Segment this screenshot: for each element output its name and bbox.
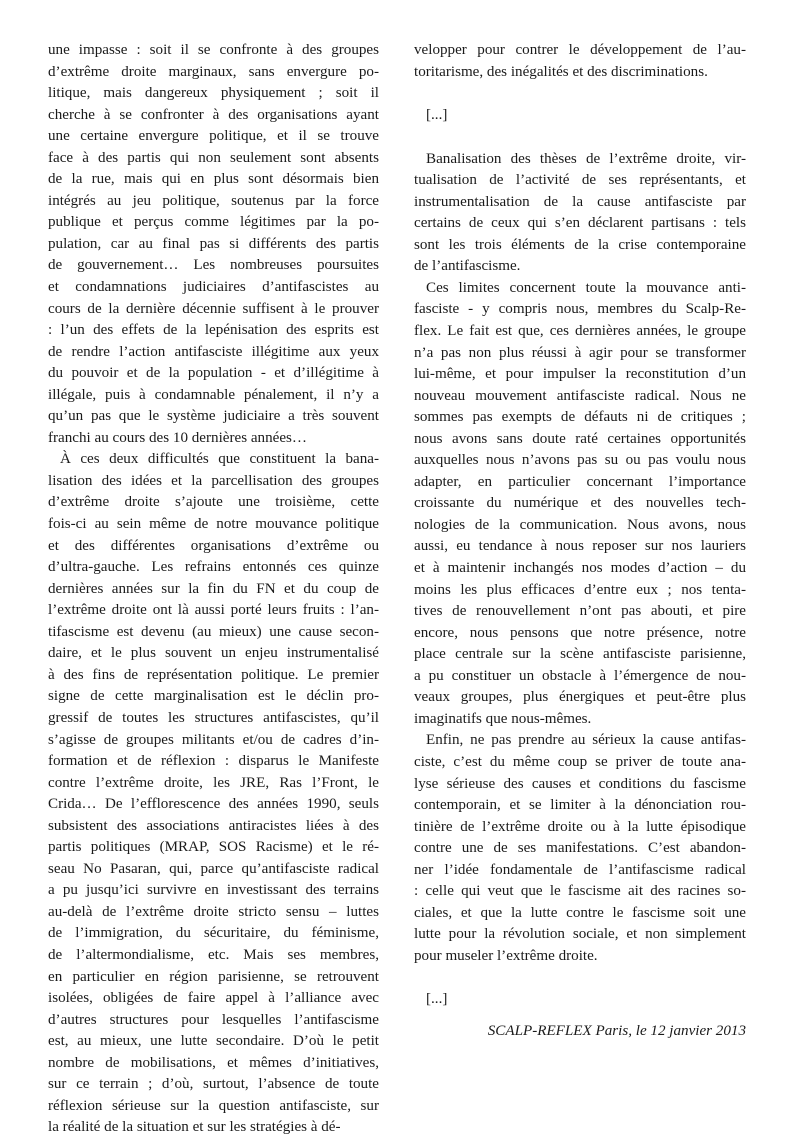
text-line: tives de renouvellement n’ont pas abouti, et pire	[414, 603, 746, 620]
text-line: d’autres structures pour lesquelles l’antifascisme	[48, 1011, 379, 1028]
text-line: l’extrême droite ont là aussi porté leurs fruits : l’an-	[48, 602, 379, 619]
text-line: subsistent des associations antiracistes liées à des	[48, 817, 379, 834]
text-line: veaux groupes, plus énergiques et peut-être plus	[414, 689, 746, 706]
text-line: auxquelles nous n’avons pas su ou pas voulu nous	[414, 452, 746, 469]
text-line: tifascisme est devenu (au mieux) une cause secon-	[48, 623, 379, 640]
text-line: illégale, puis à condamnable pénalement, il n’y a	[48, 386, 379, 403]
text-line: est, au mieux, une lutte secondaire. D’où le petit	[48, 1033, 379, 1050]
text-line: à des fins de représentation politique. Le premier	[48, 666, 379, 683]
text-line: au-delà de l’extrême droite stricto sensu – luttes	[48, 903, 379, 920]
text-line: lyse sérieuse des causes et conditions du fascisme	[414, 775, 746, 792]
text-line: contemporain, et se limiter à la dénonciation rou-	[414, 797, 746, 814]
text-line: réflexion sérieuse sur la question antifasciste, sur	[48, 1097, 379, 1114]
text-line: publique et perçus comme légitimes par la po-	[48, 214, 379, 231]
text-line: d’extrême droite marginaux, sans envergure po-	[48, 63, 379, 80]
text-line: pour museler l’extrême droite.	[414, 947, 598, 964]
text-line: face à des partis qui non seulement sont absents	[48, 149, 379, 166]
text-line: de gouvernement… Les nombreuses poursuites	[48, 257, 379, 274]
text-line: place centrale sur la scène antifasciste parisienne,	[414, 646, 746, 663]
text-line: tinière de l’extrême droite ou à la lutte épisodique	[414, 818, 746, 835]
text-line: aussi, eu tendance à nous reposer sur nos lauriers	[414, 538, 746, 555]
text-line: sur ce terrain ; d’où, surtout, l’absence de toute	[48, 1076, 379, 1093]
text-line: litique, mais dangereux physiquement ; soit il	[48, 85, 379, 102]
text-line: lutte pour la révolution sociale, et non simplement	[414, 926, 746, 943]
text-line: s’agisse de groupes militants et/ou de cadres d’in-	[48, 731, 379, 748]
paragraph-continuation	[414, 40, 746, 83]
text-line: fasciste - y compris nous, membres du Scalp-Re-	[414, 301, 746, 318]
text-line: n’a pas non plus réussi à agir pour se transformer	[414, 344, 746, 361]
text-line: d’ultra-gauche. Les refrains entonnés ces quinze	[48, 559, 379, 576]
text-line: ciales, et que la lutte contre le fascisme soit une	[414, 904, 746, 921]
text-line: signe de cette marginalisation est le déclin pro-	[48, 688, 379, 705]
ellipsis-bracket: [...]	[426, 107, 448, 124]
text-line: instrumentalisation de la cause antifasciste par	[414, 193, 746, 210]
text-line: cours de la dernière décennie suffisent à le prouver	[48, 300, 379, 317]
text-line: et à maintenir inchangés nos modes d’action – du	[414, 560, 746, 577]
text-line: et des différentes organisations d’extrême ou	[48, 537, 379, 554]
text-line: certains de ceux qui s’en déclarent partisans : tels	[414, 215, 746, 232]
text-line: sont les trois éléments de la crise contemporaine	[414, 236, 746, 253]
text-line: nombre de mobilisations, et mêmes d’initiatives,	[48, 1054, 379, 1071]
text-line: de l’altermondialisme, etc. Mais ses membres,	[48, 946, 379, 963]
text-line: flex. Le fait est que, ces dernières années, le groupe	[414, 323, 746, 340]
text-line: partis politiques (MRAP, SOS Racisme) et le ré-	[48, 839, 379, 856]
signature: SCALP-REFLEX Paris, le 12 janvier 2013	[487, 1022, 746, 1039]
text-line: la réalité de la situation et sur les stratégies à dé-	[48, 1119, 341, 1136]
text-line: du pouvoir et de la population - et d’illégitime à	[48, 365, 379, 382]
text-line: pulation, car au final pas si différents des partis	[48, 235, 379, 252]
text-line: franchi au cours des 10 dernières années…	[48, 429, 308, 446]
text-line: daire, et le plus souvent un enjeu instrumentalisé	[48, 645, 379, 662]
text-line: formation et de réflexion : disparus le Manifeste	[48, 753, 379, 770]
text-line: : l’un des effets de la lepénisation des esprits est	[48, 322, 379, 339]
text-line: de rendre l’action antifasciste illégitime aux yeux	[48, 343, 379, 360]
right-column	[414, 40, 746, 1043]
text-line: contre l’extrême droite, les JRE, Ras l’Front, le	[48, 774, 379, 791]
text-line: Crida… De l’efflorescence des années 1990, seuls	[48, 796, 379, 813]
text-line: dernières années sur la fin du FN et du coup de	[48, 580, 379, 597]
text-line: croissante du numérique et des nouvelles tech-	[414, 495, 746, 512]
text-line: Enfin, ne pas prendre au sérieux la cause antifas-	[426, 732, 746, 749]
text-line: isolées, obligées de faire appel à l’alliance avec	[48, 990, 379, 1007]
text-line: ner l’idée fondamentale de l’antifascisme radical	[414, 861, 746, 878]
paragraph-limits	[414, 278, 746, 730]
text-line: tualisation de l’activité de ses représentants, et	[414, 172, 746, 189]
text-line: cherche à se confronter à des organisations ayant	[48, 106, 379, 123]
text-line: de la rue, mais qui en plus sont désormais bien	[48, 171, 379, 188]
text-line: intégrés au jeu politique, soutenus par la force	[48, 192, 379, 209]
text-line: toritarisme, des inégalités et des discriminations.	[414, 63, 708, 80]
text-line: et condamnations judiciaires d’antifascistes au	[48, 279, 379, 296]
text-line: gressif de toutes les structures antifascistes, qu’il	[48, 709, 379, 726]
paragraph-conclusion	[414, 730, 746, 967]
text-line: velopper pour contrer le développement de l’au-	[414, 42, 746, 58]
text-line: d’extrême droite s’ajoute une troisième, cette	[48, 494, 379, 511]
left-column	[48, 40, 379, 1139]
text-line: une impasse : soit il se confronte à des groupes	[48, 42, 379, 58]
text-line: À ces deux difficultés que constituent la bana-	[60, 451, 379, 468]
text-line: seau No Pasaran, qui, parce qu’antifasciste radical	[48, 860, 379, 877]
text-line: nologies de la communication. Nous avons, nous	[414, 516, 746, 533]
text-line: Ces limites concernent toute la mouvance anti-	[426, 279, 746, 296]
text-line: de l’immigration, du sécuritaire, du féminisme,	[48, 925, 379, 942]
text-line: encore, nous pensons que notre présence, notre	[414, 624, 746, 641]
text-line: moins les plus efficaces d’entre eux ; nos tenta-	[414, 581, 746, 598]
text-line: de l’antifascisme.	[414, 258, 521, 275]
text-line: adapter, en particulier concernant l’importance	[414, 473, 746, 490]
text-line: Banalisation des thèses de l’extrême droite, vir-	[426, 150, 746, 167]
text-line: imaginatifs que nous-mêmes.	[414, 710, 592, 727]
text-line: nouveau mouvement antifasciste radical. Nous ne	[414, 387, 746, 404]
text-line: lisation des idées et la parcellisation des groupes	[48, 472, 379, 489]
paragraph-crisis	[414, 149, 746, 278]
ellipsis-bracket: [...]	[426, 991, 448, 1008]
text-line: fois-ci au sein même de notre mouvance politique	[48, 516, 379, 533]
text-line: a pu constituer un obstacle à l’émergence de nou-	[414, 667, 746, 684]
text-line: contre une de ses manifestations. C’est abandon-	[414, 840, 746, 857]
text-line: : celle qui veut que le fascisme ait des racines so-	[414, 883, 746, 900]
text-line: ciste, c’est du même coup se priver de toute ana-	[414, 753, 746, 770]
text-line: nous avons sans doute raté certaines opportunités	[414, 430, 746, 447]
text-line: en particulier en région parisienne, se retrouvent	[48, 968, 379, 985]
text-line: qu’un pas que le système judiciaire a très souvent	[48, 408, 379, 425]
text-line: sommes pas exempts de défauts ni de critiques ;	[414, 409, 746, 426]
text-line: une certaine envergure politique, et il se trouve	[48, 128, 379, 145]
text-line: a pu jusqu’ici survivre en investissant des terrains	[48, 882, 379, 899]
text-line: lui-même, et pour impulser la reconstitution d’un	[414, 366, 746, 383]
